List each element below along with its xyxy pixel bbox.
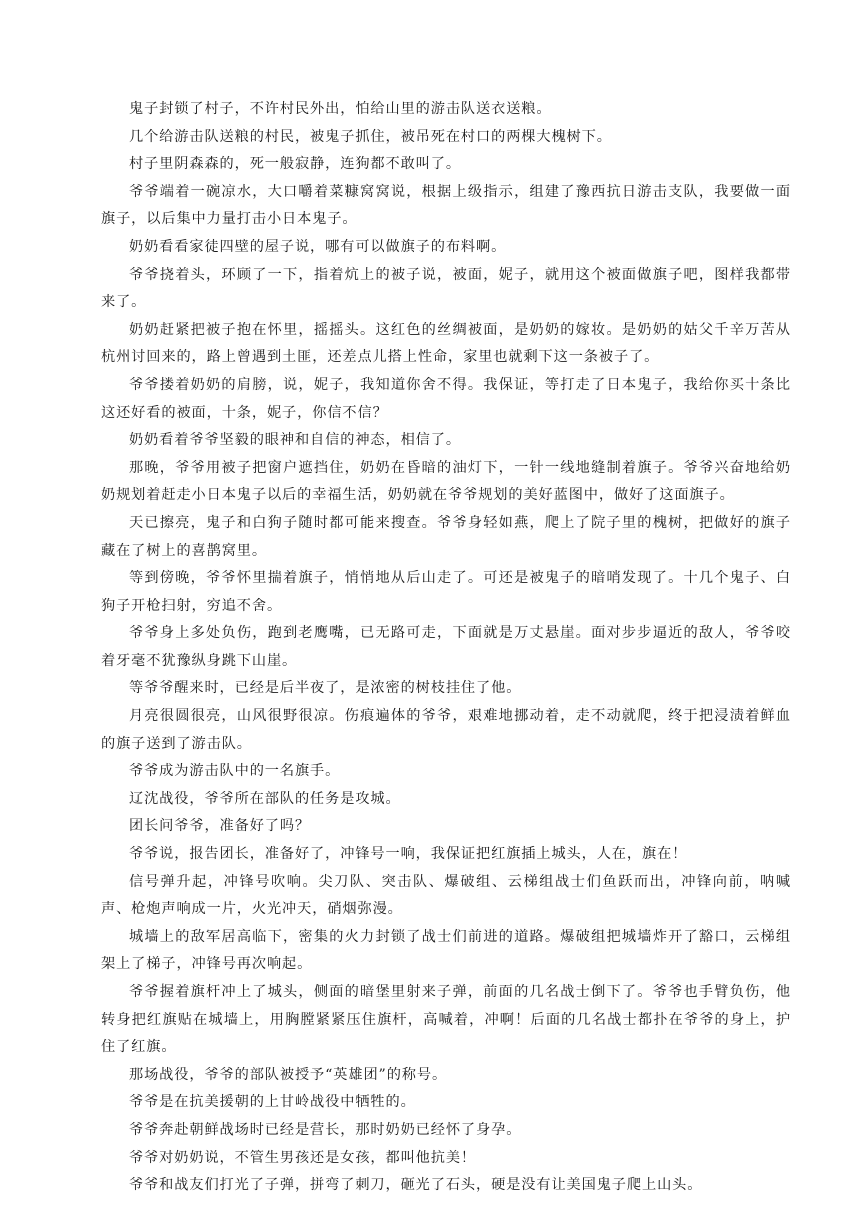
paragraph: 奶奶赶紧把被子抱在怀里，摇摇头。这红色的丝绸被面，是奶奶的嫁妆。是奶奶的姑父千辛万苦从杭州讨回来的，路上曾遇到土匪，还差点儿搭上性命，家里也就剩下这一条被子了。 [101,321,791,366]
paragraph: 天已擦亮，鬼子和白狗子随时都可能来搜查。爷爷身轻如燕，爬上了院子里的槐树，把做好的旗子藏在了树上的喜鹊窝里。 [101,514,791,559]
paragraph: 爷爷握着旗杆冲上了城头，侧面的暗堡里射来子弹，前面的几名战士倒下了。爷爷也手臂负伤，他转身把红旗贴在城墙上，用胸膛紧紧压住旗杆，高喊着，冲啊！后面的几名战士都扑在爷爷的身上，护住了红旗。 [101,984,791,1056]
document-body [101,96,791,1200]
paragraph: 爷爷奔赴朝鲜战场时已经是营长，那时奶奶已经怀了身孕。 [129,1121,522,1138]
paragraph: 等爷爷醒来时，已经是后半夜了，是浓密的树枝挂住了他。 [129,680,522,697]
paragraph: 奶奶看看家徒四壁的屋子说，哪有可以做旗子的布料啊。 [129,238,507,255]
paragraph: 爷爷端着一碗凉水，大口嚼着菜糠窝窝说，根据上级指示，组建了豫西抗日游击支队，我要做一面旗子，以后集中力量打击小日本鬼子。 [101,183,791,228]
paragraph: 几个给游击队送粮的村民，被鬼子抓住，被吊死在村口的两棵大槐树下。 [129,128,612,145]
paragraph: 那场战役，爷爷的部队被授予“英雄团”的称号。 [129,1066,448,1083]
paragraph: 等到傍晚，爷爷怀里揣着旗子，悄悄地从后山走了。可还是被鬼子的暗哨发现了。十几个鬼子、白狗子开枪扫射，穷追不舍。 [101,570,791,614]
paragraph: 爷爷对奶奶说，不管生男孩还是女孩，都叫他抗美！ [129,1149,477,1166]
paragraph: 辽沈战役，爷爷所在部队的任务是攻城。 [129,790,401,807]
paragraph: 爷爷成为游击队中的一名旗手。 [129,763,341,780]
paragraph: 城墙上的敌军居高临下，密集的火力封锁了战士们前进的道路。爆破组把城墙炸开了豁口，云梯组架上了梯子，冲锋号再次响起。 [101,928,791,973]
paragraph: 村子里阴森森的，死一般寂静，连狗都不敢叫了。 [129,156,461,173]
paragraph: 爷爷说，报告团长，准备好了，冲锋号一响，我保证把红旗插上城头，人在，旗在！ [129,846,688,863]
paragraph: 爷爷是在抗美援朝的上甘岭战役中牺牲的。 [129,1094,416,1111]
paragraph: 月亮很圆很亮，山风很野很凉。伤痕遍体的爷爷，艰难地挪动着，走不动就爬，终于把浸渍着鲜血的旗子送到了游击队。 [101,708,791,752]
paragraph: 鬼子封锁了村子，不许村民外出，怕给山里的游击队送衣送粮。 [129,101,552,117]
paragraph: 那晚，爷爷用被子把窗户遮挡住，奶奶在昏暗的油灯下，一针一线地缝制着旗子。爷爷兴奋地给奶奶规划着赶走小日本鬼子以后的幸福生活，奶奶就在爷爷规划的美好蓝图中，做好了这面旗子。 [101,459,791,504]
paragraph: 奶奶看着爷爷坚毅的眼神和自信的神态，相信了。 [129,432,461,449]
paragraph: 团长问爷爷，准备好了吗？ [129,818,311,835]
paragraph: 信号弹升起，冲锋号吹响。尖刀队、突击队、爆破组、云梯组战士们鱼跃而出，冲锋向前，呐喊声、枪炮声响成一片，火光冲天，硝烟弥漫。 [101,873,791,918]
paragraph: 爷爷搂着奶奶的肩膀，说，妮子，我知道你舍不得。我保证，等打走了日本鬼子，我给你买十条比这还好看的被面，十条，妮子，你信不信？ [101,376,791,421]
paragraph: 爷爷和战友们打光了子弹，拼弯了刺刀，砸光了石头，硬是没有让美国鬼子爬上山头。 [129,1177,703,1194]
paragraph: 爷爷身上多处负伤，跑到老鹰嘴，已无路可走，下面就是万丈悬崖。面对步步逼近的敌人，爷爷咬着牙毫不犹豫纵身跳下山崖。 [101,625,791,669]
paragraph: 爷爷挠着头，环顾了一下，指着炕上的被子说，被面，妮子，就用这个被面做旗子吧，图样我都带来了。 [101,266,791,311]
